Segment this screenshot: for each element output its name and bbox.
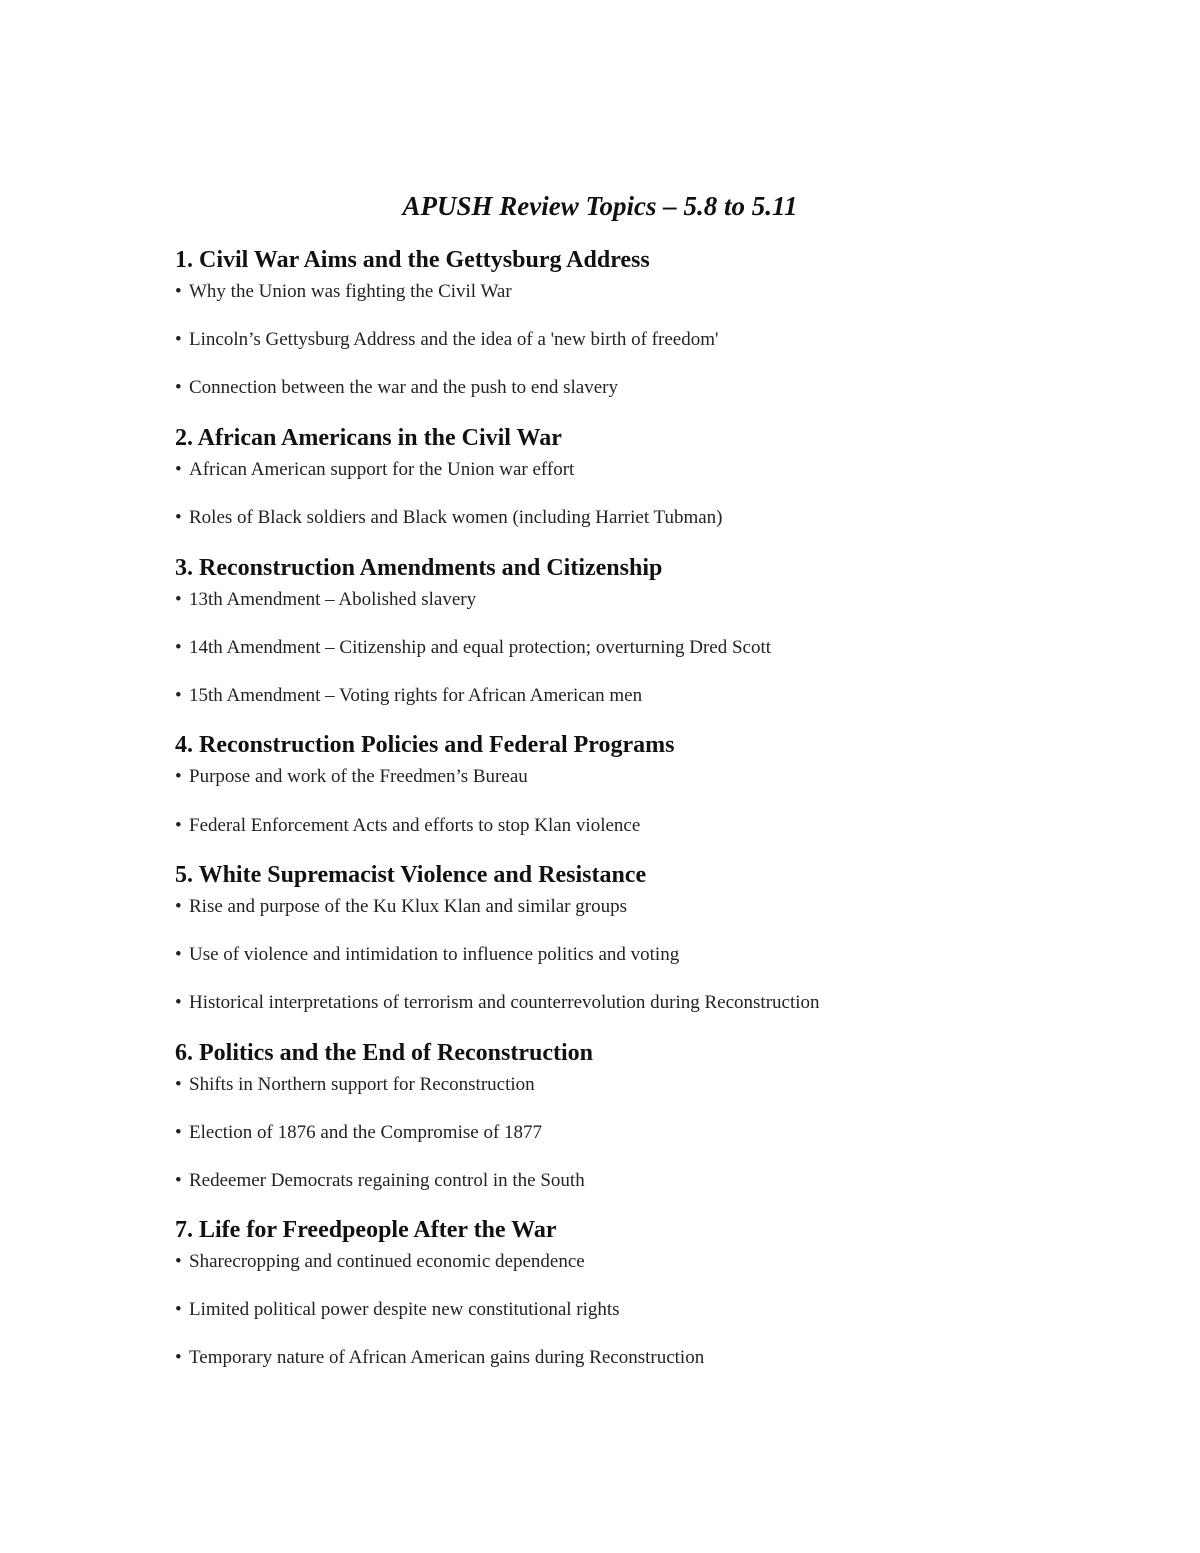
section-heading-2: 2. African Americans in the Civil War (175, 425, 562, 451)
bullet-item (175, 457, 574, 483)
bullet-text: Roles of Black soldiers and Black women (including Harriet Tubman) (189, 507, 723, 528)
bullet-icon: • (175, 1299, 182, 1320)
section-heading-1: 1. Civil War Aims and the Gettysburg Address (175, 247, 650, 273)
bullet-item (175, 764, 528, 790)
bullet-text: Shifts in Northern support for Reconstruction (189, 1074, 535, 1095)
bullet-text: 14th Amendment – Citizenship and equal protection; overturning Dred Scott (189, 637, 772, 658)
bullet-icon: • (175, 1251, 182, 1272)
bullet-text: Federal Enforcement Acts and efforts to stop Klan violence (189, 815, 641, 836)
bullet-icon: • (175, 329, 182, 350)
bullet-item (175, 505, 723, 531)
bullet-item (175, 894, 627, 920)
bullet-icon: • (175, 589, 182, 610)
bullet-icon: • (175, 1122, 182, 1143)
bullet-icon: • (175, 637, 182, 658)
bullet-icon: • (175, 1170, 182, 1191)
bullet-text: Historical interpretations of terrorism and counterrevolution during Reconstruction (189, 992, 820, 1013)
bullet-text: Why the Union was fighting the Civil War (189, 281, 512, 302)
bullet-text: Lincoln’s Gettysburg Address and the idea of a 'new birth of freedom' (189, 329, 719, 350)
bullet-item (175, 1072, 535, 1098)
bullet-item (175, 279, 512, 305)
bullet-text: Use of violence and intimidation to influence politics and voting (189, 944, 680, 965)
bullet-item (175, 683, 642, 709)
bullet-item (175, 813, 640, 839)
section-heading-4: 4. Reconstruction Policies and Federal Programs (175, 732, 675, 758)
bullet-icon: • (175, 459, 182, 480)
section-heading-6: 6. Politics and the End of Reconstruction (175, 1040, 594, 1066)
bullet-text: Sharecropping and continued economic dependence (189, 1251, 585, 1272)
bullet-text: Redeemer Democrats regaining control in the South (189, 1170, 585, 1191)
bullet-item (175, 1168, 585, 1194)
bullet-item (175, 942, 679, 968)
bullet-icon: • (175, 766, 182, 787)
bullet-item (175, 1297, 620, 1323)
document-title: APUSH Review Topics – 5.8 to 5.11 (402, 191, 798, 221)
bullet-text: Connection between the war and the push to end slavery (189, 377, 618, 398)
section-heading-7: 7. Life for Freedpeople After the War (175, 1217, 557, 1243)
bullet-icon: • (175, 1347, 182, 1368)
bullet-icon: • (175, 507, 182, 528)
bullet-text: Election of 1876 and the Compromise of 1877 (189, 1122, 543, 1143)
bullet-item (175, 635, 771, 661)
bullet-icon: • (175, 377, 182, 398)
bullet-text: African American support for the Union war effort (189, 459, 575, 480)
bullet-item (175, 1345, 704, 1371)
bullet-icon: • (175, 896, 182, 917)
bullet-text: 13th Amendment – Abolished slavery (189, 589, 477, 610)
bullet-text: Limited political power despite new constitutional rights (189, 1299, 620, 1320)
bullet-text: Rise and purpose of the Ku Klux Klan and similar groups (189, 896, 627, 917)
bullet-item (175, 587, 476, 613)
bullet-icon: • (175, 992, 182, 1013)
bullet-item (175, 1249, 585, 1275)
bullet-text: Purpose and work of the Freedmen’s Bureau (189, 766, 528, 787)
bullet-text: Temporary nature of African American gains during Reconstruction (189, 1347, 705, 1368)
section-heading-5: 5. White Supremacist Violence and Resistance (175, 862, 647, 888)
bullet-icon: • (175, 685, 182, 706)
bullet-icon: • (175, 815, 182, 836)
bullet-text: 15th Amendment – Voting rights for African American men (189, 685, 643, 706)
bullet-icon: • (175, 281, 182, 302)
bullet-item (175, 1120, 542, 1146)
section-heading-3: 3. Reconstruction Amendments and Citizenship (175, 555, 663, 581)
bullet-item (175, 375, 618, 401)
bullet-item (175, 327, 718, 353)
bullet-item (175, 990, 820, 1016)
bullet-icon: • (175, 1074, 182, 1095)
bullet-icon: • (175, 944, 182, 965)
